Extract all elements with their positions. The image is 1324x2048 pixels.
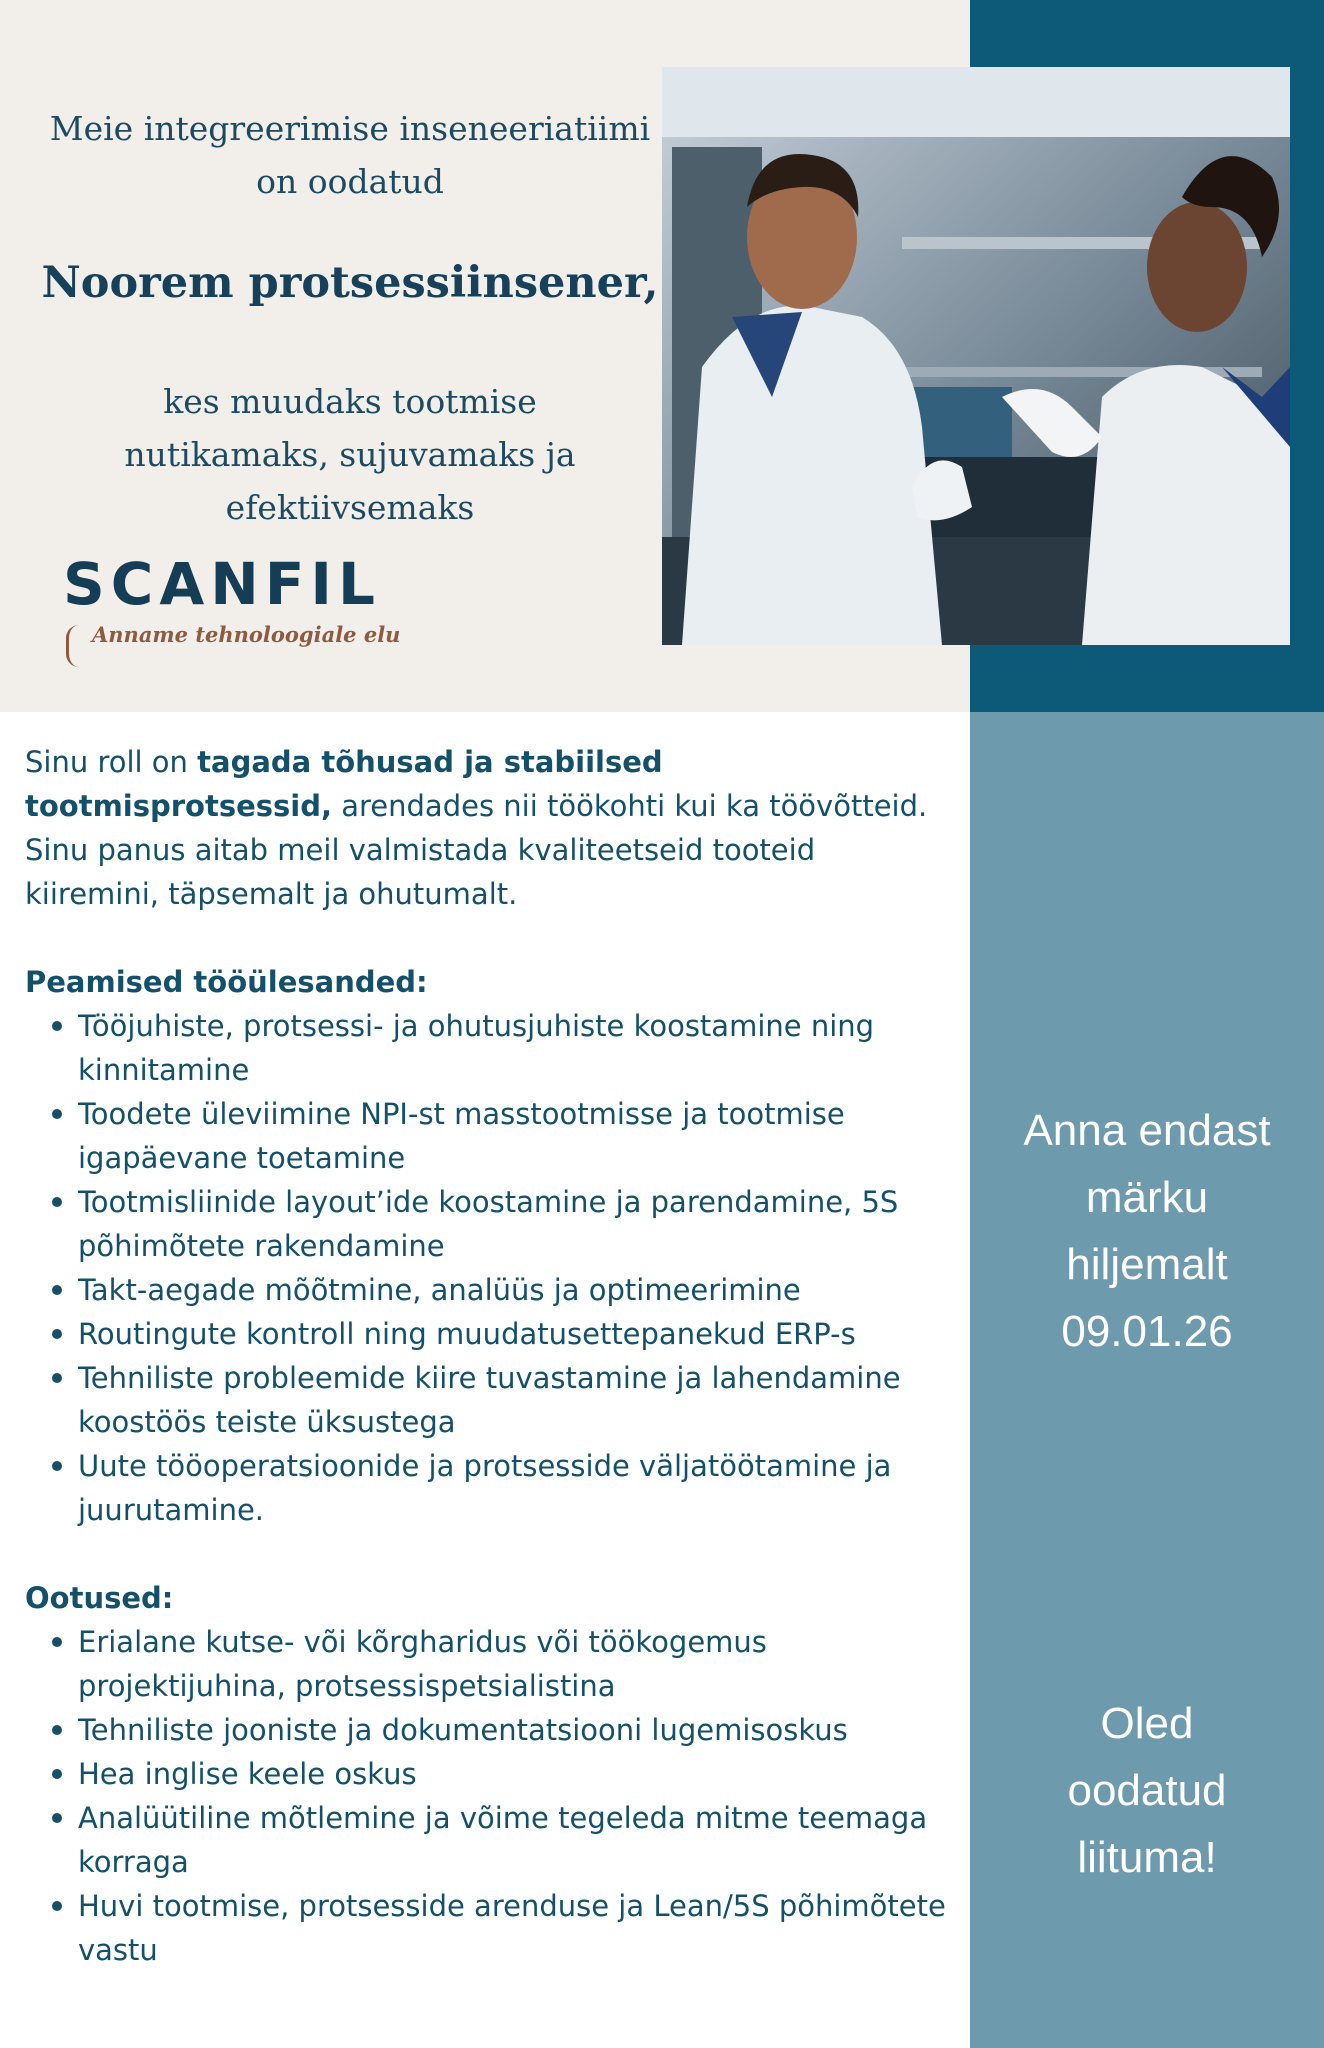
invitation-text xyxy=(970,1690,1324,1891)
list-item: Hea inglise keele oskus xyxy=(25,1752,955,1796)
expectations-list xyxy=(25,1620,955,1972)
scanfil-logo: SCANFIL xyxy=(63,550,381,618)
deadline-line: märku xyxy=(1085,1173,1209,1222)
list-item: Uute tööoperatsioonide ja protsesside väljatöötamine ja juurutamine. xyxy=(25,1444,955,1532)
brand-tagline: Anname tehnoloogiale elu xyxy=(92,622,401,647)
job-description xyxy=(25,740,955,1972)
list-item: Tehniliste probleemide kiire tuvastamine ja lahendamine koostöös teiste üksustega xyxy=(25,1356,955,1444)
invite-line: oodatud xyxy=(1067,1766,1227,1815)
list-item: Tootmisliinide layout’ide koostamine ja parendamine, 5S põhimõtete rakendamine xyxy=(25,1180,955,1268)
list-item: Takt-aegade mõõtmine, analüüs ja optimeerimine xyxy=(25,1268,955,1312)
list-item: Tööjuhiste, protsessi- ja ohutusjuhiste koostamine ning kinnitamine xyxy=(25,1004,955,1092)
deadline-date: 09.01.26 xyxy=(1061,1307,1233,1356)
application-deadline xyxy=(970,1097,1324,1365)
list-item: Huvi tootmise, protsesside arenduse ja Lean/5S põhimõtete vastu xyxy=(25,1884,955,1972)
subtitle-line: nutikamaks, sujuvamaks ja xyxy=(124,435,576,474)
intro-text xyxy=(0,102,700,208)
tasks-heading: Peamised tööülesanded: xyxy=(25,965,428,999)
subtitle-text xyxy=(0,375,700,534)
invite-line: Oled xyxy=(1100,1699,1194,1748)
intro-line: on oodatud xyxy=(256,162,444,201)
role-highlight: tagada tõhusad ja stabiilsed tootmisprotsessid, xyxy=(25,745,663,823)
spacer xyxy=(25,916,955,960)
list-item: Routingute kontroll ning muudatusettepanekud ERP-s xyxy=(25,1312,955,1356)
expectations-heading: Ootused: xyxy=(25,1581,174,1615)
tagline-bracket-icon xyxy=(66,625,79,667)
invite-line: liituma! xyxy=(1077,1833,1217,1882)
intro-line: Meie integreerimise inseneeriatiimi xyxy=(49,109,651,148)
role-paragraph xyxy=(25,740,955,916)
list-item: Analüütiline mõtlemine ja võime tegeleda mitme teemaga korraga xyxy=(25,1796,955,1884)
engineers-photo xyxy=(662,67,1290,645)
list-item: Toodete üleviimine NPI-st masstootmisse ja tootmise igapäevane toetamine xyxy=(25,1092,955,1180)
subtitle-line: efektiivsemaks xyxy=(225,488,475,527)
tasks-list xyxy=(25,1004,955,1532)
list-item: Erialane kutse- või kõrgharidus või töökogemus projektijuhina, protsessispetsialistina xyxy=(25,1620,955,1708)
subtitle-line: kes muudaks tootmise xyxy=(163,382,537,421)
role-prefix: Sinu roll on xyxy=(25,745,198,779)
list-item: Tehniliste jooniste ja dokumentatsiooni lugemisoskus xyxy=(25,1708,955,1752)
spacer xyxy=(25,1532,955,1576)
engineers-photo-illustration xyxy=(662,67,1290,645)
deadline-line: Anna endast xyxy=(1023,1106,1271,1155)
role-rest: arendades nii töökohti kui ka töövõtteid. Sinu panus aitab meil valmistada kvaliteetseid tooteid kiiremini, täpsemalt ja ohutumalt. xyxy=(25,789,928,911)
deadline-line: hiljemalt xyxy=(1066,1240,1228,1289)
job-title: Noorem protsessiinsener, xyxy=(41,258,659,308)
